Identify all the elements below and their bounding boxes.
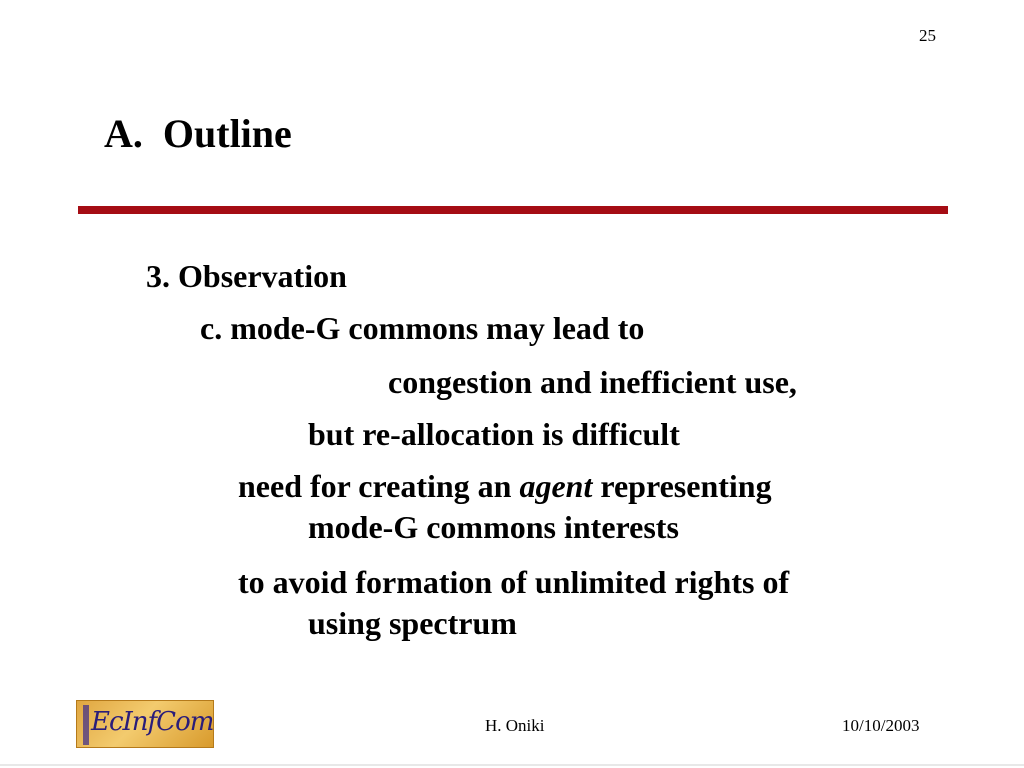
footer-author: H. Oniki <box>485 716 545 735</box>
bottom-divider <box>0 764 1024 766</box>
logo-bar <box>83 705 89 745</box>
slide-title: A. Outline <box>104 111 292 156</box>
avoid-text-continuation: using spectrum <box>308 605 517 641</box>
bullet-need-agent <box>238 466 938 548</box>
footer-date: 10/10/2003 <box>842 716 920 735</box>
ecinfcom-logo <box>76 700 214 748</box>
avoid-text: to avoid formation of unlimited rights of <box>238 564 790 600</box>
slide-number: 25 <box>919 26 936 45</box>
title-divider <box>78 206 948 214</box>
need-text-pre: need for creating an <box>238 468 520 504</box>
need-text-post: representing <box>592 468 772 504</box>
need-text-continuation: mode-G commons interests <box>308 509 679 545</box>
logo-text: EcInfCom <box>91 707 214 737</box>
need-text-agent: agent <box>519 468 593 504</box>
bullet-reallocation: but re-allocation is difficult <box>308 416 680 452</box>
observation-heading: 3. Observation <box>146 258 347 294</box>
bullet-avoid <box>238 562 958 644</box>
bullet-c: c. mode-G commons may lead to <box>200 310 645 346</box>
bullet-congestion: congestion and inefficient use, <box>388 364 797 400</box>
